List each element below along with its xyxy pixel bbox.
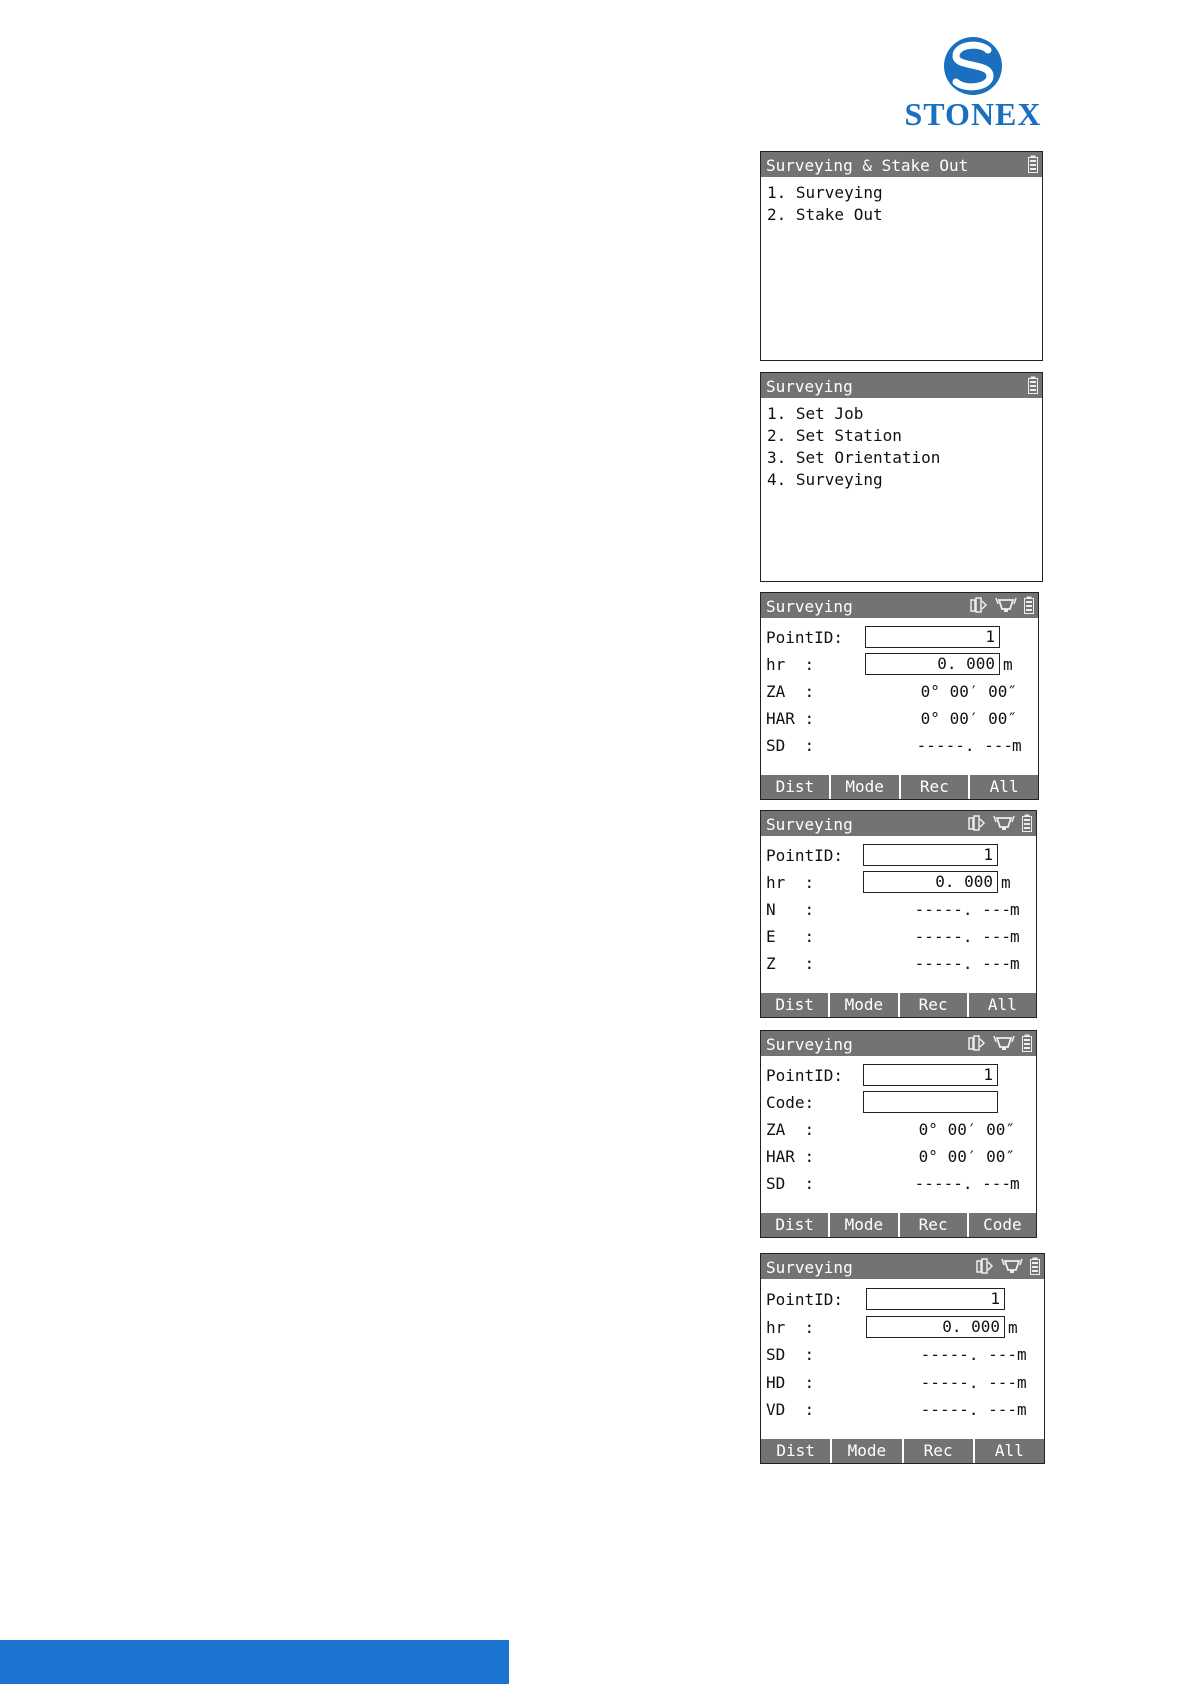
field-z: Z : -----. --- m bbox=[766, 954, 1020, 973]
screen-title: Surveying bbox=[766, 1258, 853, 1277]
field-za: ZA : 0° 00′ 00″ bbox=[766, 1120, 1015, 1139]
laser-icon bbox=[1000, 1257, 1024, 1275]
screen-title: Surveying bbox=[766, 597, 853, 616]
field-point-id: PointID: 1 bbox=[766, 1288, 1039, 1312]
vd-value: -----. --- bbox=[920, 1400, 1017, 1419]
all-softkey[interactable]: All bbox=[968, 775, 1038, 799]
point-id-input[interactable]: 1 bbox=[866, 1288, 1005, 1310]
code-input[interactable] bbox=[863, 1091, 998, 1113]
e-value: -----. --- bbox=[914, 927, 1011, 946]
prism-icon bbox=[968, 814, 986, 832]
hr-input[interactable]: 0. 000 bbox=[865, 653, 1000, 675]
point-id-input[interactable]: 1 bbox=[865, 626, 1000, 648]
mode-softkey[interactable]: Mode bbox=[828, 993, 897, 1017]
stonex-logo bbox=[898, 36, 1048, 132]
softkey-bar bbox=[761, 1439, 1044, 1463]
laser-icon bbox=[992, 814, 1016, 832]
field-hr: hr : 0. 000 m bbox=[766, 1317, 1018, 1337]
title-bar bbox=[761, 152, 1042, 177]
laser-icon bbox=[994, 596, 1018, 614]
menu-list bbox=[767, 182, 883, 226]
za-value: 0° 00′ 00″ bbox=[918, 1120, 1015, 1139]
field-hd: HD : -----. --- m bbox=[766, 1373, 1027, 1392]
dist-softkey[interactable]: Dist bbox=[775, 1215, 814, 1234]
menu-item-surveying[interactable]: 4. Surveying bbox=[767, 470, 883, 489]
mode-softkey[interactable]: Mode bbox=[828, 1213, 897, 1237]
title-bar bbox=[761, 373, 1042, 398]
menu-item-stake-out[interactable]: 2. Stake Out bbox=[767, 205, 883, 224]
screen-surveying-menu bbox=[760, 372, 1043, 582]
screen-title: Surveying & Stake Out bbox=[766, 156, 969, 175]
screen-title: Surveying bbox=[766, 377, 853, 396]
battery-icon bbox=[1022, 1034, 1032, 1052]
battery-icon bbox=[1024, 596, 1034, 614]
screen-surveying-coordinates bbox=[760, 810, 1037, 1018]
field-sd: SD : -----. --- m bbox=[766, 736, 1022, 755]
hd-value: -----. --- bbox=[920, 1373, 1017, 1392]
title-bar bbox=[761, 1254, 1044, 1279]
prism-icon bbox=[970, 596, 988, 614]
battery-icon bbox=[1030, 1257, 1040, 1275]
all-softkey[interactable]: All bbox=[967, 993, 1036, 1017]
code-softkey[interactable]: Code bbox=[967, 1213, 1036, 1237]
point-id-input[interactable]: 1 bbox=[863, 844, 998, 866]
prism-icon bbox=[968, 1034, 986, 1052]
brand-name: STONEX bbox=[904, 96, 1042, 132]
field-code: Code: bbox=[766, 1091, 1031, 1115]
prism-icon bbox=[976, 1257, 994, 1275]
softkey-bar bbox=[761, 775, 1038, 799]
battery-icon bbox=[1028, 155, 1038, 173]
sd-value: -----. --- bbox=[916, 736, 1013, 755]
footer-bar bbox=[0, 1640, 509, 1684]
battery-icon bbox=[1022, 814, 1032, 832]
hr-input[interactable]: 0. 000 bbox=[863, 871, 998, 893]
screen-title: Surveying bbox=[766, 815, 853, 834]
field-point-id: PointID: 1 bbox=[766, 626, 1033, 650]
all-softkey[interactable]: All bbox=[973, 1439, 1044, 1463]
screen-surveying-code bbox=[760, 1030, 1037, 1238]
mode-softkey[interactable]: Mode bbox=[829, 775, 899, 799]
title-bar bbox=[761, 593, 1038, 618]
screen-surveying-angles bbox=[760, 592, 1039, 800]
field-sd: SD : -----. --- m bbox=[766, 1174, 1020, 1193]
screen-surveying-distances bbox=[760, 1253, 1045, 1464]
mode-softkey[interactable]: Mode bbox=[830, 1439, 901, 1463]
battery-icon bbox=[1028, 376, 1038, 394]
field-har: HAR : 0° 00′ 00″ bbox=[766, 709, 1017, 728]
point-id-input[interactable]: 1 bbox=[863, 1064, 998, 1086]
field-har: HAR : 0° 00′ 00″ bbox=[766, 1147, 1015, 1166]
menu-item-set-job[interactable]: 1. Set Job bbox=[767, 404, 864, 423]
title-bar bbox=[761, 811, 1036, 836]
field-vd: VD : -----. --- m bbox=[766, 1400, 1027, 1419]
menu-item-surveying[interactable]: 1. Surveying bbox=[767, 183, 883, 202]
field-za: ZA : 0° 00′ 00″ bbox=[766, 682, 1017, 701]
dist-softkey[interactable]: Dist bbox=[775, 777, 815, 796]
screen-survey-stakeout-menu bbox=[760, 151, 1043, 361]
laser-icon bbox=[992, 1034, 1016, 1052]
za-value: 0° 00′ 00″ bbox=[920, 682, 1017, 701]
softkey-bar bbox=[761, 993, 1036, 1017]
z-value: -----. --- bbox=[914, 954, 1011, 973]
field-sd: SD : -----. --- m bbox=[766, 1345, 1027, 1364]
softkey-bar bbox=[761, 1213, 1036, 1237]
menu-item-set-station[interactable]: 2. Set Station bbox=[767, 426, 902, 445]
field-point-id: PointID: 1 bbox=[766, 1064, 1031, 1088]
har-value: 0° 00′ 00″ bbox=[920, 709, 1017, 728]
rec-softkey[interactable]: Rec bbox=[902, 1439, 973, 1463]
field-hr: hr : 0. 000 m bbox=[766, 872, 1011, 892]
dist-softkey[interactable]: Dist bbox=[776, 1441, 815, 1460]
stonex-s-emblem bbox=[898, 36, 1048, 100]
field-point-id: PointID: 1 bbox=[766, 844, 1031, 868]
dist-softkey[interactable]: Dist bbox=[775, 995, 814, 1014]
rec-softkey[interactable]: Rec bbox=[898, 993, 967, 1017]
field-e: E : -----. --- m bbox=[766, 927, 1020, 946]
screen-title: Surveying bbox=[766, 1035, 853, 1054]
har-value: 0° 00′ 00″ bbox=[918, 1147, 1015, 1166]
field-n: N : -----. --- m bbox=[766, 900, 1020, 919]
title-bar bbox=[761, 1031, 1036, 1056]
menu-list bbox=[767, 403, 940, 491]
menu-item-set-orientation[interactable]: 3. Set Orientation bbox=[767, 448, 941, 467]
sd-value: -----. --- bbox=[914, 1174, 1011, 1193]
rec-softkey[interactable]: Rec bbox=[898, 1213, 967, 1237]
hr-input[interactable]: 0. 000 bbox=[866, 1316, 1005, 1338]
field-hr: hr : 0. 000 m bbox=[766, 654, 1013, 674]
rec-softkey[interactable]: Rec bbox=[899, 775, 969, 799]
n-value: -----. --- bbox=[914, 900, 1011, 919]
sd-value: -----. --- bbox=[920, 1345, 1017, 1364]
